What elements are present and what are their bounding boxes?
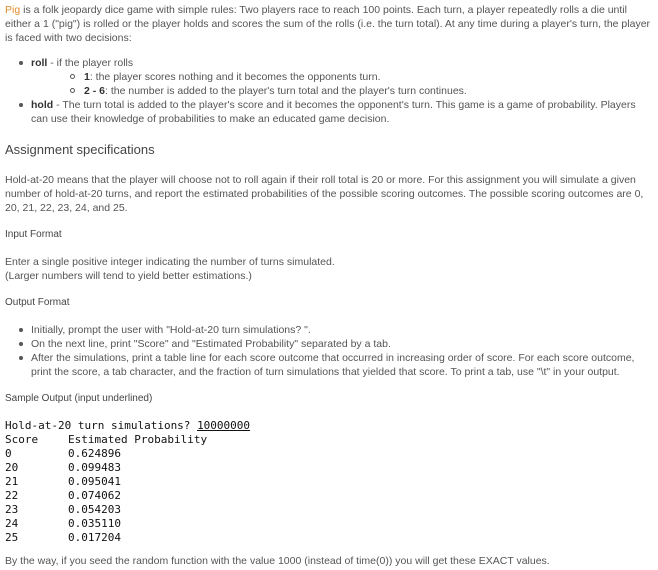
sample-row — [5, 447, 653, 461]
pig-link[interactable]: Pig — [5, 4, 21, 16]
decision-hold — [5, 98, 653, 126]
roll-term: roll — [31, 57, 48, 69]
sample-prob: 0.017204 — [68, 531, 121, 544]
hold-term: hold — [31, 99, 54, 111]
sample-row — [5, 517, 653, 531]
roll-desc: - if the player rolls — [47, 57, 134, 69]
roll-sub-item — [31, 70, 653, 84]
sample-input: 10000000 — [197, 419, 251, 432]
sample-output-block — [5, 419, 653, 545]
roll-sub-item — [31, 84, 653, 98]
sample-score: 22 — [5, 489, 19, 502]
output-format-heading: Output Format — [5, 297, 70, 308]
input-format-line: Enter a single positive integer indicating the number of turns simulated. — [5, 256, 335, 268]
sample-header-score: Score — [5, 433, 39, 446]
hold-desc: - The turn total is added to the player's score and it becomes the opponent's turn. This game is a game of probability. Players can use their knowledge of probabilities to make an educated game decision. — [31, 99, 636, 125]
output-format-item: After the simulations, print a table line for each score outcome that occurred in increasing order of score. For each score outcome, print the score, a tab character, and the fraction of turn simulations that yielded that score. To print a tab, use "\t" in your output. — [5, 351, 653, 379]
sample-row — [5, 503, 653, 517]
sample-score: 20 — [5, 461, 19, 474]
input-format-text — [5, 255, 653, 283]
sample-score: 24 — [5, 517, 19, 530]
sample-prob: 0.035110 — [68, 517, 121, 530]
sample-header-row — [5, 433, 653, 447]
decision-list — [5, 56, 653, 126]
input-format-line: (Larger numbers will tend to yield better estimations.) — [5, 270, 252, 282]
sample-output-heading: Sample Output (input underlined) — [5, 393, 153, 404]
sample-score: 23 — [5, 503, 19, 516]
sample-score: 0 — [5, 447, 12, 460]
sample-row — [5, 461, 653, 475]
sample-prob: 0.624896 — [68, 447, 121, 460]
sample-prompt-line — [5, 419, 653, 433]
output-format-item: Initially, prompt the user with "Hold-at-20 turn simulations? ". — [5, 323, 653, 337]
roll-sublist — [31, 70, 653, 98]
decision-roll — [5, 56, 653, 98]
roll-sub-term: 2 - 6 — [84, 85, 106, 97]
assignment-heading: Assignment specifications — [5, 142, 155, 157]
intro-paragraph — [5, 3, 653, 45]
input-format-heading: Input Format — [5, 229, 62, 240]
roll-sub-desc: : the player scores nothing and it becomes the opponents turn. — [89, 71, 381, 83]
intro-text: is a folk jeopardy dice game with simple rules: Two players race to reach 100 points. Each turn, a player repeatedly rolls a die until either a 1 ("pig") is rolled or the player holds and scores the sum of the rolls (i.e. the turn total). At any time during a player's turn, the player is faced with two decisions: — [5, 4, 651, 44]
sample-prob: 0.099483 — [68, 461, 121, 474]
sample-row — [5, 531, 653, 545]
footer-note: By the way, if you seed the random function with the value 1000 (instead of time(0)) you will get these EXACT values. — [5, 555, 550, 567]
output-format-item: On the next line, print "Score" and "Estimated Probability" separated by a tab. — [5, 337, 653, 351]
sample-prompt: Hold-at-20 turn simulations? — [5, 419, 198, 432]
sample-prob: 0.054203 — [68, 503, 121, 516]
sample-row — [5, 475, 653, 489]
roll-sub-desc: : the number is added to the player's turn total and the player's turn continues. — [105, 85, 467, 97]
sample-prob: 0.074062 — [68, 489, 121, 502]
assignment-text: Hold-at-20 means that the player will choose not to roll again if their roll total is 20 or more. For this assignment you will simulate a given number of hold-at-20 turns, and report the estimated probabilities of the possible scoring outcomes. The possible scoring outcomes are 0, 20, 21, 22, 23, 24, and 25. — [5, 174, 644, 214]
sample-score: 21 — [5, 475, 19, 488]
output-format-list — [5, 323, 653, 379]
sample-row — [5, 489, 653, 503]
sample-header-prob: Estimated Probability — [68, 433, 208, 446]
sample-score: 25 — [5, 531, 19, 544]
sample-prob: 0.095041 — [68, 475, 121, 488]
roll-sub-term: 1 — [84, 71, 90, 83]
